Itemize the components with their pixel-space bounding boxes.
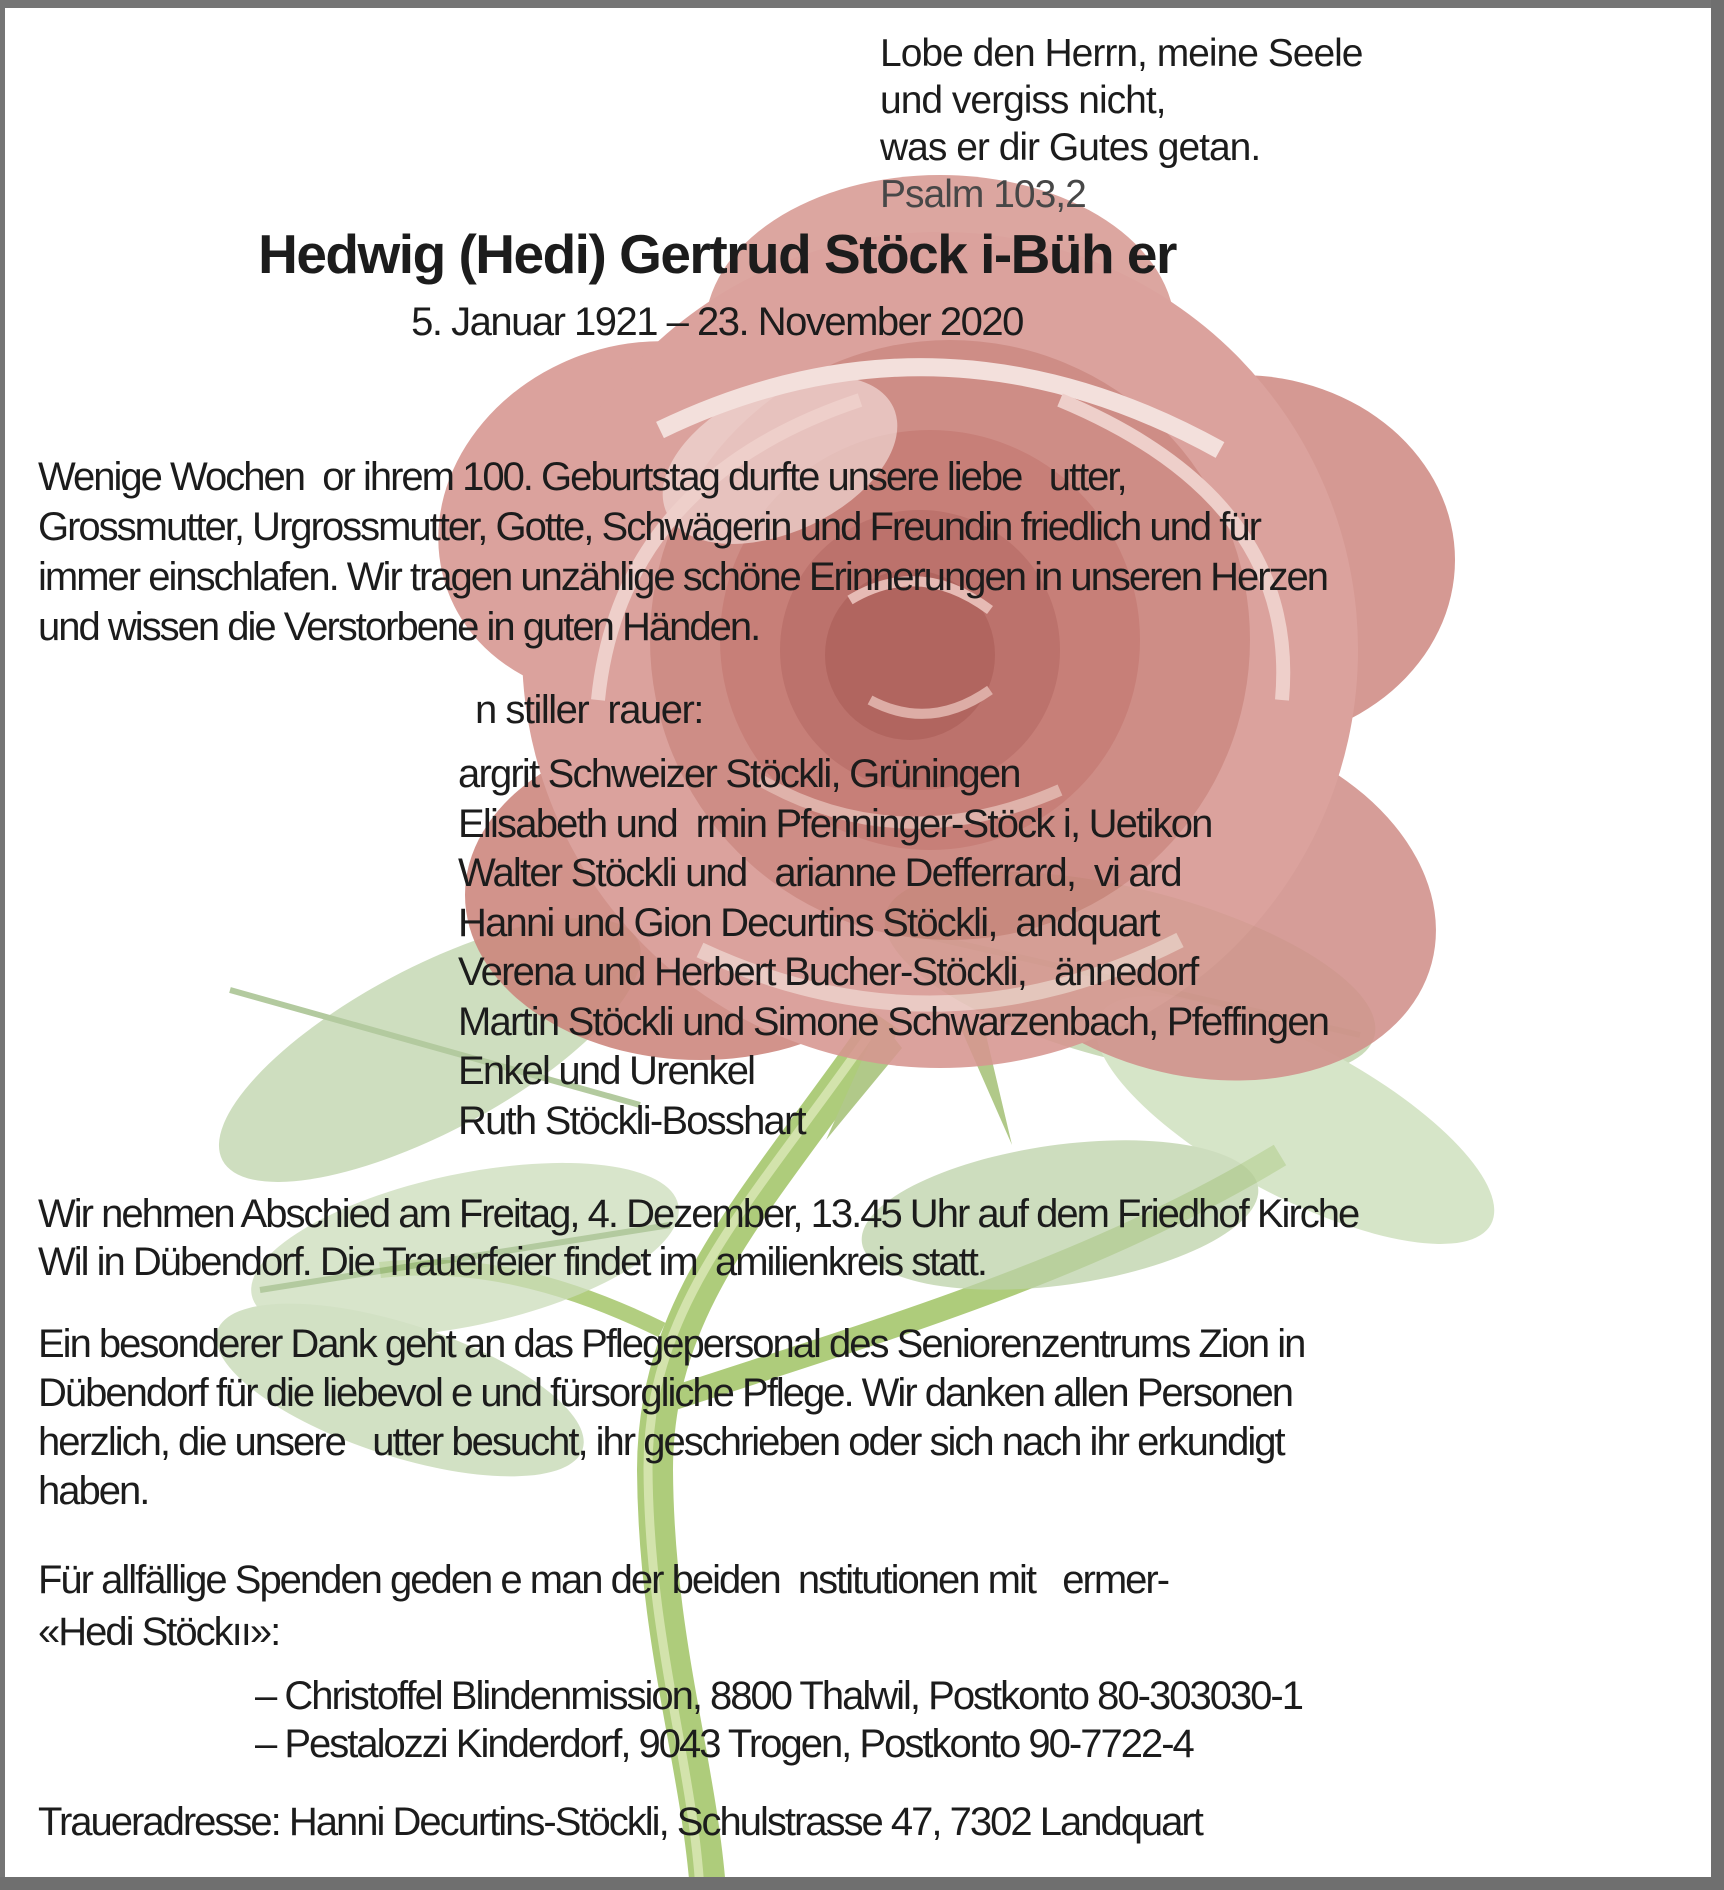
scan-border-left (0, 0, 5, 1890)
text-line: Walter Stöckli und arianne Defferrard, vi ard (458, 851, 1181, 895)
text-line: Lobe den Herrn, meine Seele (880, 32, 1363, 75)
thanks-paragraph (38, 1320, 1304, 1516)
text-line: Grossmutter, Urgrossmutter, Gotte, Schwägerin und Freundin friedlich und für (38, 505, 1260, 549)
deceased-name: Hedwig (Hedi) Gertrud Stöck i-Büh er (258, 223, 1176, 285)
scan-border-top (0, 0, 1724, 8)
mourning-header: n stiller rauer: (475, 688, 703, 732)
life-dates: 5. Januar 1921 – 23. November 2020 (411, 300, 1023, 344)
text-line: Ein besonderer Dank geht an das Pflegepersonal des Seniorenzentrums Zion in (38, 1322, 1305, 1366)
dates-block (0, 300, 1434, 345)
text-line: was er dir Gutes getan. (880, 126, 1261, 169)
psalm-reference: Psalm 103,2 (880, 173, 1086, 216)
scan-border-bottom (0, 1877, 1724, 1890)
text-line: und vergiss nicht, (880, 79, 1166, 122)
text-line: und wissen die Verstorbene in guten Händen. (38, 605, 760, 649)
text-line: Für allfällige Spenden geden e man der beiden nstitutionen mit ermer- (38, 1558, 1169, 1602)
scan-border-right (1711, 0, 1724, 1890)
psalm-lines (880, 30, 1363, 171)
text-line: Ruth Stöckli-Bosshart (458, 1098, 805, 1143)
text-line: Hanni und Gion Decurtins Stöckli, andquart (458, 900, 1159, 945)
text-line: haben. (38, 1469, 149, 1513)
text-line: immer einschlafen. Wir tragen unzählige schöne Erinnerungen in unseren Herzen (38, 555, 1328, 599)
psalm-quote (880, 30, 1363, 218)
donations-list (255, 1672, 1302, 1768)
text-line: Wenige Wochen or ihrem 100. Geburtstag durfte unsere liebe utter, (38, 455, 1126, 499)
text-line: «Hedi Stöckıı»: (38, 1610, 280, 1654)
text-line: Elisabeth und rmin Pfenninger-Stöck i, Uetikon (458, 801, 1212, 846)
text-line: – Christoffel Blindenmission, 8800 Thalwil, Postkonto 80-303030-1 (255, 1674, 1302, 1718)
header-block (0, 222, 1434, 286)
text-line: Wil in Dübendorf. Die Trauerfeier findet im amilienkreis statt. (38, 1240, 986, 1284)
mourners-list (458, 750, 1328, 1146)
donations-intro (38, 1554, 1168, 1658)
text-line: herzlich, die unsere utter besucht, ihr geschrieben oder sich nach ihr erkundigt (38, 1420, 1284, 1464)
mourning-address: Traueradresse: Hanni Decurtins-Stöckli, Schulstrasse 47, 7302 Landquart (38, 1800, 1202, 1844)
farewell-paragraph (38, 1190, 1358, 1286)
text-line: Martin Stöckli und Simone Schwarzenbach, Pfeffingen (458, 999, 1329, 1044)
text-line: Wir nehmen Abschied am Freitag, 4. Dezember, 13.45 Uhr auf dem Friedhof Kirche (38, 1192, 1359, 1236)
text-line: Enkel und Urenkel (458, 1049, 755, 1093)
text-line: Verena und Herbert Bucher-Stöckli, ännedorf (458, 950, 1198, 994)
text-line: – Pestalozzi Kinderdorf, 9043 Trogen, Postkonto 90-7722-4 (255, 1722, 1193, 1766)
intro-paragraph (38, 452, 1327, 652)
text-line: Dübendorf für die liebevol e und fürsorgliche Pflege. Wir danken allen Personen (38, 1371, 1292, 1415)
text-line: argrit Schweizer Stöckli, Grüningen (458, 752, 1020, 796)
